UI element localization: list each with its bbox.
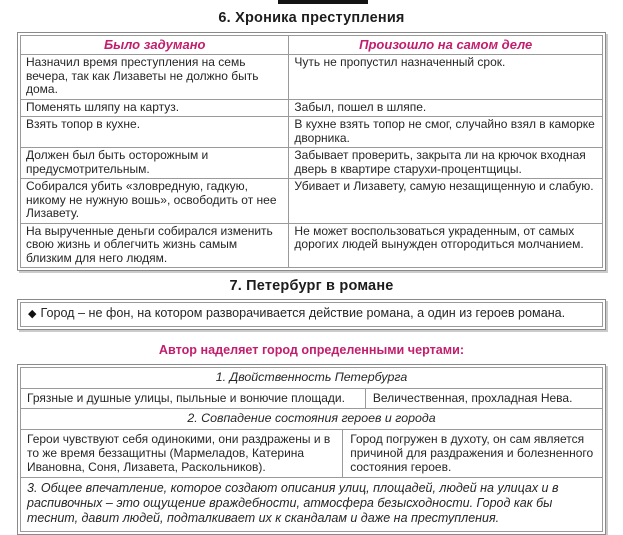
feature-1-right: Величественная, прохладная Нева. [365, 389, 602, 408]
features-subtitle: Автор наделяет город определенными чертами: [158, 343, 465, 357]
city-callout [20, 302, 603, 327]
table-cell-actual-3: В кухне взять топор не смог, случайно взял в каморке дворника. [289, 117, 602, 148]
table-cell-planned-5: Собирался убить «зловредную, гадкую, никому не нужную вошь», освободить от нее Лизавету. [21, 179, 289, 224]
features-table [20, 367, 603, 532]
feature-1-row [21, 389, 602, 409]
feature-3-paragraph: 3. Общее впечатление, которое создают описания улиц, площадей, людей на улицах и в распивочных – это ощущение враждебности, атмосфера безысходности. Город как бы теснит, давит людей, подталкивает их к скандалам и даже на преступления. [27, 481, 559, 525]
city-callout-frame [17, 299, 606, 330]
feature-2-right: Город погружен в духоту, он сам является причиной для раздражения и болезненного состояния героев. [342, 430, 602, 477]
crime-col-header-actual: Произошло на самом деле [289, 36, 602, 55]
feature-2-left: Герои чувствуют себя одинокими, они раздражены и в то же время беззащитны (Мармеладов, Катерина Ивановна, Соня, Лизавета, Раскольников). [27, 432, 331, 474]
feature-1-header: 1. Двойственность Петербурга [21, 368, 602, 389]
table-cell-planned-3: Взять топор в кухне. [21, 117, 289, 148]
feature-1-left: Грязные и душные улицы, пыльные и вонючие площади. [27, 391, 345, 405]
table-cell-planned-4: Должен был быть осторожным и предусмотрительным. [21, 148, 289, 179]
section6-title: 6. Хроника преступления [218, 10, 405, 26]
feature-2-header: 2. Совпадение состояния героев и города [21, 409, 602, 430]
top-crop-rule [278, 0, 368, 4]
crime-table-frame [17, 32, 606, 271]
section7-title: 7. Петербург в романе [229, 278, 394, 294]
table-cell-actual-4: Забывает проверить, закрыта ли на крючок входная дверь в квартире старухи-процентщицы. [289, 148, 602, 179]
features-table-frame [17, 364, 606, 535]
diamond-bullet-icon: ◆ [28, 308, 37, 320]
table-cell-planned-2: Поменять шляпу на картуз. [21, 100, 289, 118]
table-cell-actual-6: Не может воспользоваться украденным, от самых дорогих людей вынужден отгородиться молчанием. [294, 223, 584, 251]
crime-table [20, 35, 603, 268]
table-cell-planned-1: Назначил время преступления на семь вечера, так как Лизаветы не должно быть дома. [21, 55, 289, 100]
table-cell-actual-2: Забыл, пошел в шляпе. [289, 100, 602, 118]
table-cell-actual-1: Чуть не пропустил назначенный срок. [289, 55, 602, 100]
table-cell-planned-6: На вырученные деньги собирался изменить свою жизнь и облегчить жизнь самым близким для него людям. [21, 224, 289, 268]
crime-col-header-planned: Было задумано [21, 36, 289, 55]
feature-2-row [21, 430, 602, 478]
table-cell-actual-5: Убивает и Лизавету, самую незащищенную и слабую. [289, 179, 602, 224]
city-callout-text: Город – не фон, на котором разворачивается действие романа, а один из героев романа. [40, 306, 566, 320]
